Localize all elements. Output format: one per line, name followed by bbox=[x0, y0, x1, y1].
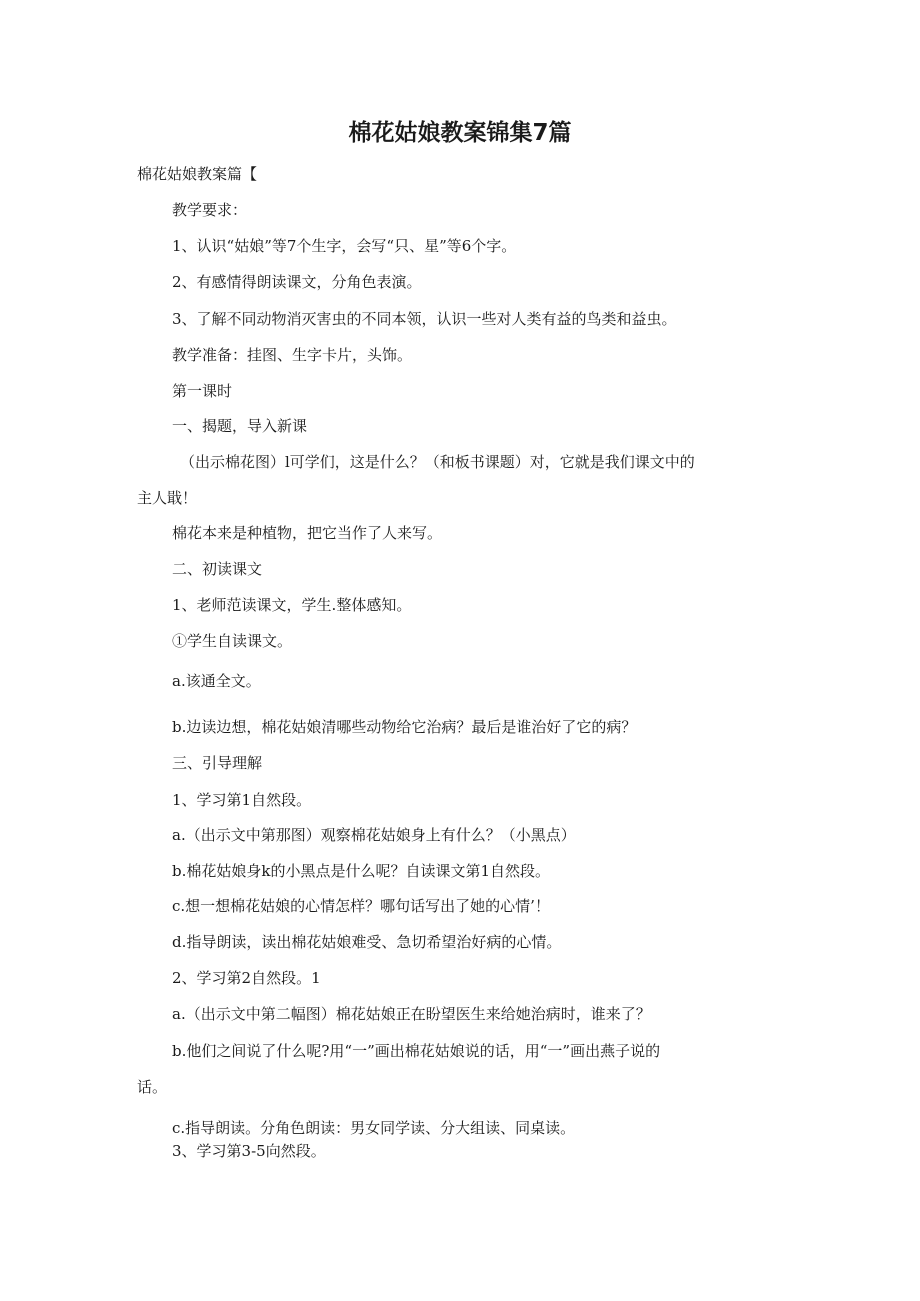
text-line: 教学准备：挂图、生字卡片，头饰。 bbox=[172, 346, 413, 364]
text-line: a.（出示文中第那图）观察棉花姑娘身上有什么？（小黑点） bbox=[172, 826, 576, 844]
document-title: 棉花姑娘教案锦集7篇 bbox=[348, 120, 572, 146]
text-line: 3、了解不同动物消灭害虫的不同本领，认识一些对人类有益的鸟类和益虫。 bbox=[172, 310, 677, 328]
text-line: c.想一想棉花姑娘的心情怎样？哪句话写出了她的心情’！ bbox=[172, 897, 550, 915]
text-line: a.该通全文。 bbox=[172, 672, 261, 690]
text-line: b.边读边想，棉花姑娘清哪些动物给它治病？最后是谁治好了它的病？ bbox=[172, 718, 637, 736]
text-line: 1、学习第1自然段。 bbox=[172, 791, 312, 809]
text-line: 第一课时 bbox=[172, 382, 233, 400]
text-line: 2、有感情得朗读课文，分角色表演。 bbox=[172, 273, 422, 291]
text-line: b.棉花姑娘身k的小黑点是什么呢？自读课文第1自然段。 bbox=[172, 862, 551, 880]
text-line: 棉花本来是种植物，把它当作了人来写。 bbox=[172, 524, 443, 542]
text-line: 教学要求： bbox=[172, 201, 248, 219]
text-line: d.指导朗读，读出棉花姑娘难受、急切希望治好病的心情。 bbox=[172, 933, 562, 951]
section-heading: 棉花姑娘教案篇【 bbox=[137, 165, 258, 183]
text-line: 1、认识“姑娘”等7个生字，会写“只、星”等6个字。 bbox=[172, 237, 517, 255]
text-line: b.他们之间说了什么呢?用“一”画出棉花姑娘说的话，用“一”画出燕子说的 bbox=[172, 1042, 661, 1060]
text-line: 主人戢！ bbox=[137, 489, 198, 507]
text-line: ①学生自读课文。 bbox=[172, 632, 293, 650]
text-line: 话。 bbox=[137, 1078, 168, 1096]
text-line: a.（出示文中第二幅图）棉花姑娘正在盼望医生来给她治病时，谁来了？ bbox=[172, 1005, 651, 1023]
text-line: c.指导朗读。分角色朗读：男女同学读、分大组读、同桌读。 bbox=[172, 1119, 576, 1137]
text-line: 三、引导理解 bbox=[172, 754, 263, 772]
text-line: 二、初读课文 bbox=[172, 560, 263, 578]
text-line: 3、学习第3-5向然段。 bbox=[172, 1142, 326, 1160]
text-line: 2、学习第2自然段。1 bbox=[172, 969, 321, 987]
text-line: （出示棉花图）l可学们，这是什么？（和板书课题）对，它就是我们课文中的 bbox=[180, 453, 695, 471]
text-line: 一、揭题，导入新课 bbox=[172, 417, 308, 435]
text-line: 1、老师范读课文，学生.整体感知。 bbox=[172, 596, 412, 614]
